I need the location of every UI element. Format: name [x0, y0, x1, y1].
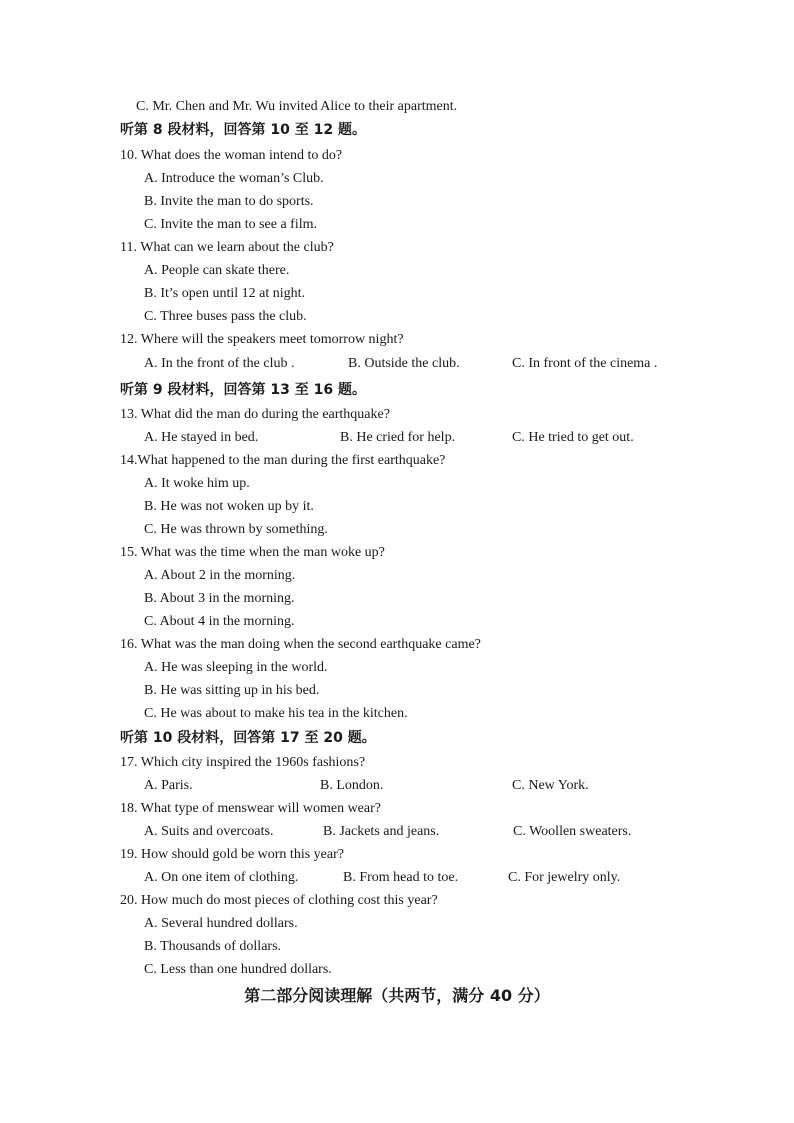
question-stem: 10. What does the woman intend to do? — [120, 148, 343, 163]
answer-option: A. People can skate there. — [144, 263, 290, 278]
answer-option: C. For jewelry only. — [508, 870, 621, 885]
answer-option: C. Less than one hundred dollars. — [144, 962, 332, 977]
question-stem: 14.What happened to the man during the first earthquake? — [120, 453, 446, 468]
answer-option: C. Woollen sweaters. — [513, 824, 632, 839]
answer-option: B. Outside the club. — [348, 356, 460, 371]
section-heading: 听第 9 段材料，回答第 13 至 16 题。 — [120, 382, 366, 398]
question-stem: 17. Which city inspired the 1960s fashions? — [120, 755, 366, 770]
answer-option: A. In the front of the club . — [144, 356, 295, 371]
answer-option: C. He was about to make his tea in the kitchen. — [144, 706, 408, 721]
answer-option: C. He tried to get out. — [512, 430, 634, 445]
question-stem: 18. What type of menswear will women wear? — [120, 801, 381, 816]
question-stem: 19. How should gold be worn this year? — [120, 847, 344, 862]
question-stem: 16. What was the man doing when the second earthquake came? — [120, 637, 481, 652]
answer-option: C. In front of the cinema . — [512, 356, 658, 371]
answer-option: B. He cried for help. — [340, 430, 456, 445]
answer-option: B. Invite the man to do sports. — [144, 194, 314, 209]
answer-option: B. From head to toe. — [343, 870, 459, 885]
answer-option: A. On one item of clothing. — [144, 870, 299, 885]
answer-option: C. About 4 in the morning. — [144, 614, 295, 629]
answer-option: B. He was not woken up by it. — [144, 499, 314, 514]
answer-option: C. Three buses pass the club. — [144, 309, 307, 324]
answer-option: B. Thousands of dollars. — [144, 939, 282, 954]
section-heading: 听第 10 段材料，回答第 17 至 20 题。 — [120, 730, 376, 746]
answer-option: C. He was thrown by something. — [144, 522, 328, 537]
section-heading: 听第 8 段材料，回答第 10 至 12 题。 — [120, 122, 366, 138]
answer-option: B. It’s open until 12 at night. — [144, 286, 305, 301]
answer-option: A. He was sleeping in the world. — [144, 660, 328, 675]
question-stem: 11. What can we learn about the club? — [120, 240, 334, 255]
answer-option: B. Jackets and jeans. — [323, 824, 440, 839]
question-stem: 13. What did the man do during the earthquake? — [120, 407, 390, 422]
answer-option: A. Suits and overcoats. — [144, 824, 274, 839]
answer-option: A. He stayed in bed. — [144, 430, 259, 445]
answer-option: C. New York. — [512, 778, 589, 793]
answer-option: B. London. — [320, 778, 384, 793]
answer-option: A. It woke him up. — [144, 476, 250, 491]
answer-option: A. Paris. — [144, 778, 193, 793]
answer-option: A. About 2 in the morning. — [144, 568, 296, 583]
answer-option: A. Several hundred dollars. — [144, 916, 298, 931]
part-title: 第二部分阅读理解（共两节，满分 40 分） — [244, 986, 550, 1005]
answer-option: B. He was sitting up in his bed. — [144, 683, 320, 698]
question-stem: 15. What was the time when the man woke up? — [120, 545, 385, 560]
question-stem: 20. How much do most pieces of clothing cost this year? — [120, 893, 438, 908]
answer-option: C. Invite the man to see a film. — [144, 217, 318, 232]
question-stem: 12. Where will the speakers meet tomorrow night? — [120, 332, 404, 347]
answer-option: A. Introduce the woman’s Club. — [144, 171, 324, 186]
carry-over-option: C. Mr. Chen and Mr. Wu invited Alice to their apartment. — [136, 99, 458, 114]
answer-option: B. About 3 in the morning. — [144, 591, 295, 606]
